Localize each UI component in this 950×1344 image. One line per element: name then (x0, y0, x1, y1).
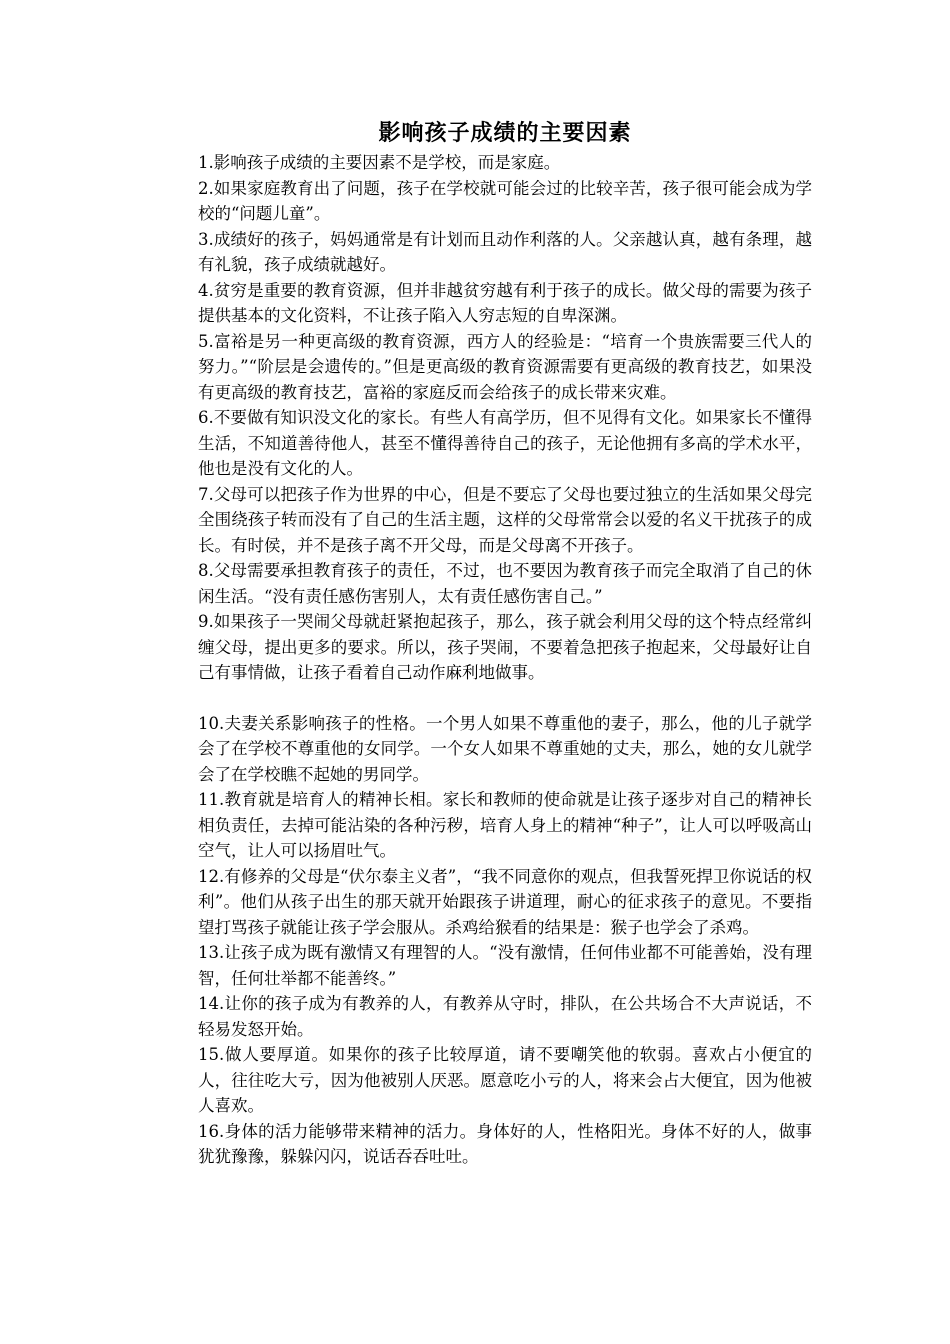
paragraph-6: 6.不要做有知识没文化的家长。有些人有高学历，但不见得有文化。如果家长不懂得生活，不知道善待他人，甚至不懂得善待自己的孩子，无论他拥有多高的学术水平，他也是没有文化的人。 (198, 408, 812, 478)
paragraph-9: 9.如果孩子一哭闹父母就赶紧抱起孩子，那么，孩子就会利用父母的这个特点经常纠缠父母，提出更多的要求。所以，孩子哭闹，不要着急把孩子抱起来，父母最好让自己有事情做，让孩子看着自己动作麻利地做事。 (198, 612, 812, 682)
paragraph-15: 15.做人要厚道。如果你的孩子比较厚道，请不要嘲笑他的软弱。喜欢占小便宜的人，往往吃大亏，因为他被别人厌恶。愿意吃小亏的人，将来会占大便宜，因为他被人喜欢。 (198, 1045, 812, 1115)
blank-line (198, 686, 812, 711)
paragraph-12: 12.有修养的父母是“伏尔泰主义者”，“我不同意你的观点，但我誓死捍卫你说话的权利”。他们从孩子出生的那天就开始跟孩子讲道理，耐心的征求孩子的意见。不要指望打骂孩子就能让孩子学会服从。杀鸡给猴看的结果是：猴子也学会了杀鸡。 (198, 866, 812, 937)
paragraph-3: 3.成绩好的孩子，妈妈通常是有计划而且动作利落的人。父亲越认真，越有条理，越有礼貌，孩子成绩就越好。 (198, 229, 812, 274)
paragraph-2: 2.如果家庭教育出了问题，孩子在学校就可能会过的比较辛苦，孩子很可能会成为学校的“问题儿童”。 (198, 178, 812, 223)
paragraph-4: 4.贫穷是重要的教育资源，但并非越贫穷越有利于孩子的成长。做父母的需要为孩子提供基本的文化资料，不让孩子陷入人穷志短的自卑深渊。 (198, 280, 812, 325)
document-title: 影响孩子成绩的主要因素 (378, 121, 632, 146)
paragraph-13: 13.让孩子成为既有激情又有理智的人。“没有激情，任何伟业都不可能善始，没有理智，任何壮举都不能善终。” (198, 943, 812, 988)
paragraph-7: 7.父母可以把孩子作为世界的中心，但是不要忘了父母也要过独立的生活如果父母完全围绕孩子转而没有了自己的生活主题，这样的父母常常会以爱的名义干扰孩子的成长。有时侯，并不是孩子离不开父母，而是父母离不开孩子。 (198, 484, 812, 555)
paragraph-8: 8.父母需要承担教育孩子的责任，不过，也不要因为教育孩子而完全取消了自己的休闲生活。“没有责任感伤害别人，太有责任感伤害自己。” (198, 561, 812, 606)
paragraph-16: 16.身体的活力能够带来精神的活力。身体好的人，性格阳光。身体不好的人，做事犹犹豫豫，躲躲闪闪，说话吞吞吐吐。 (198, 1121, 812, 1166)
paragraph-14: 14.让你的孩子成为有教养的人，有教养从守时，排队，在公共场合不大声说话，不轻易发怒开始。 (198, 994, 812, 1039)
paragraph-1: 1.影响孩子成绩的主要因素不是学校，而是家庭。 (198, 153, 561, 172)
paragraph-10: 10.夫妻关系影响孩子的性格。一个男人如果不尊重他的妻子，那么，他的儿子就学会了在学校不尊重他的女同学。一个女人如果不尊重她的丈夫，那么，她的女儿就学会了在学校瞧不起她的男同学。 (198, 713, 812, 784)
document-page (198, 118, 812, 1170)
paragraph-5: 5.富裕是另一种更高级的教育资源，西方人的经验是：“培育一个贵族需要三代人的努力。”“阶层是会遗传的。”但是更高级的教育资源需要有更高级的教育技艺，如果没有更高级的教育技艺，富裕的家庭反而会给孩子的成长带来灾难。 (198, 331, 812, 402)
paragraph-11: 11.教育就是培育人的精神长相。家长和教师的使命就是让孩子逐步对自己的精神长相负责任，去掉可能沾染的各种污秽，培育人身上的精神“种子”，让人可以呼吸高山空气，让人可以扬眉吐气。 (198, 790, 812, 860)
